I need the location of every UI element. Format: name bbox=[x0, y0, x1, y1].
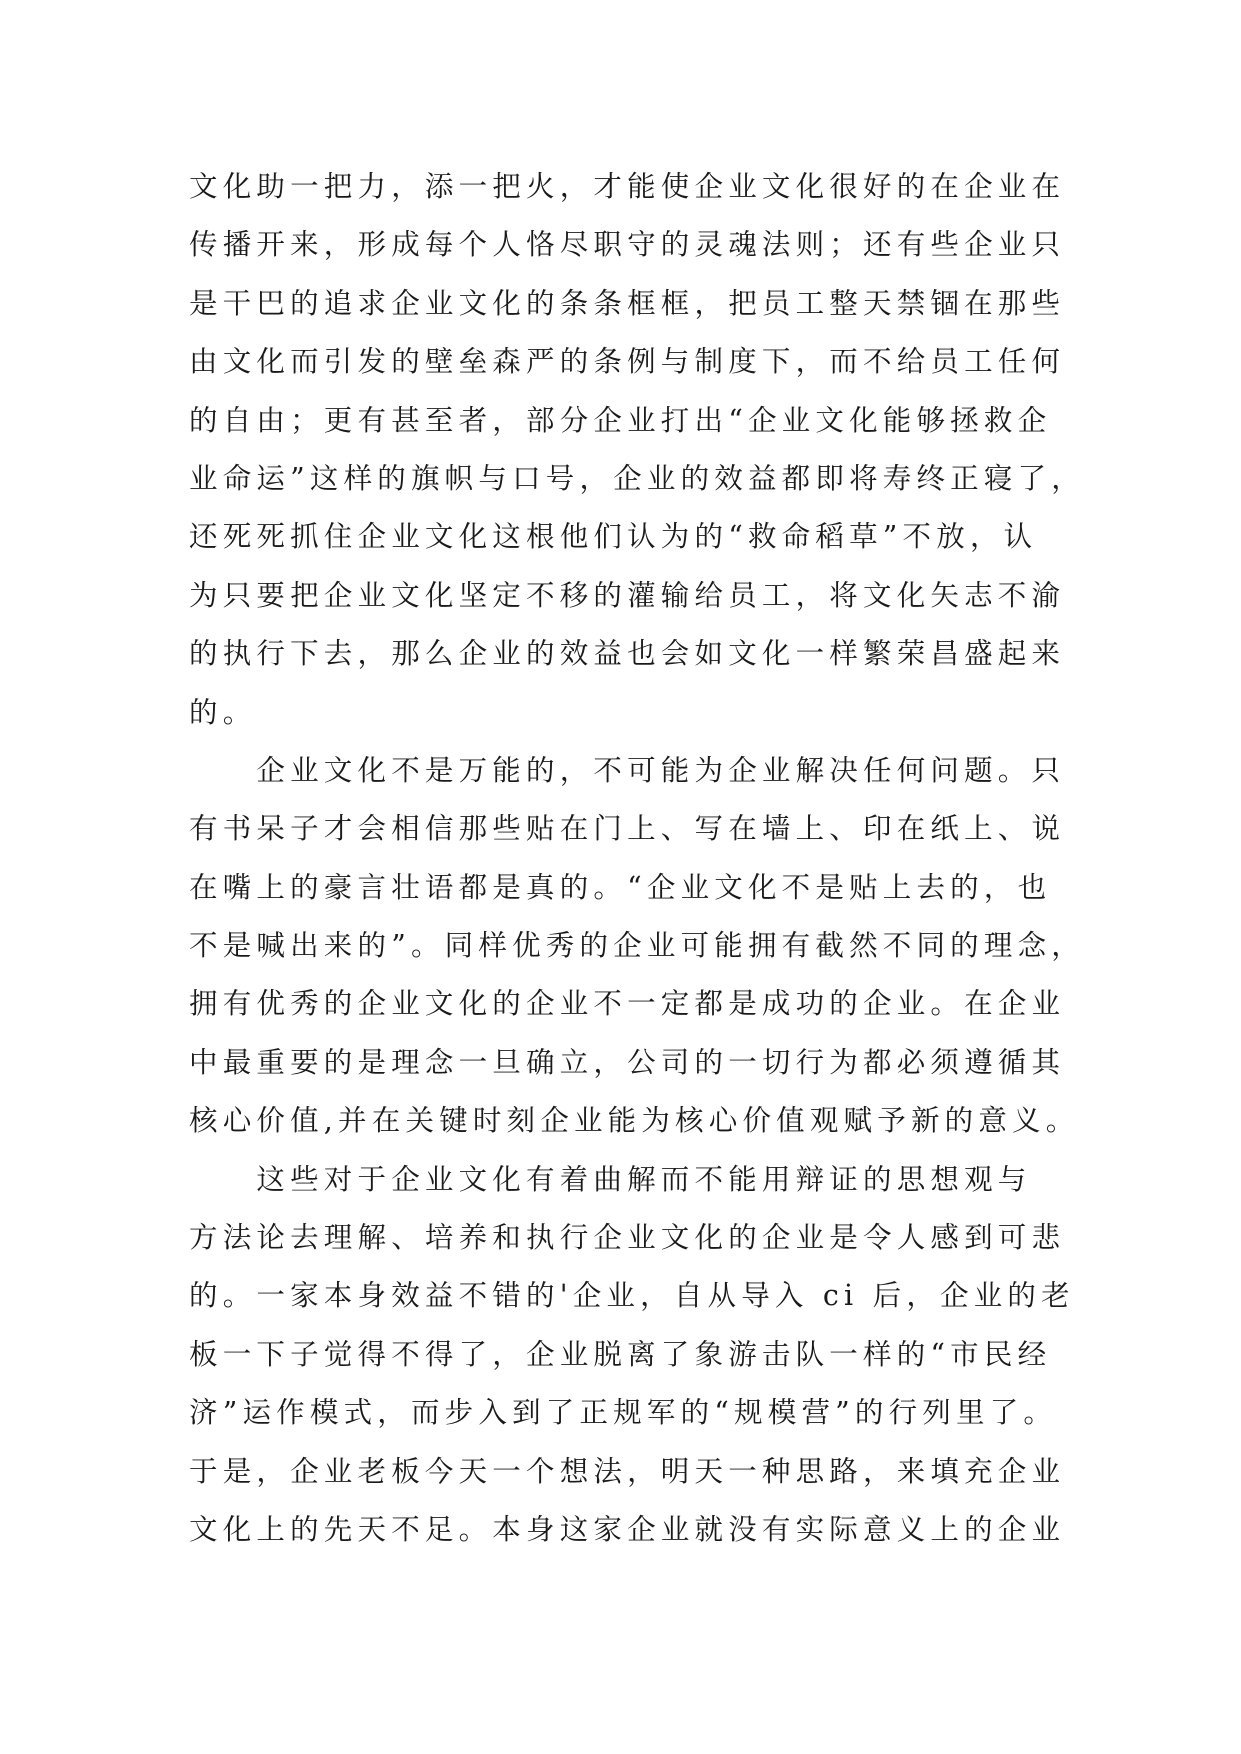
text-line: 传播开来，形成每个人恪尽职守的灵魂法则；还有些企业只 bbox=[189, 228, 1066, 262]
body-text bbox=[189, 158, 1085, 1559]
text-line: 是干巴的追求企业文化的条条框框，把员工整天禁锢在那些 bbox=[189, 286, 1066, 320]
text-line: 方法论去理解、培养和执行企业文化的企业是令人感到可悲 bbox=[189, 1221, 1066, 1255]
text-line: 于是，企业老板今天一个想法，明天一种思路，来填充企业 bbox=[189, 1454, 1066, 1488]
text-line: 这些对于企业文化有着曲解而不能用辩证的思想观与 bbox=[189, 1162, 1032, 1196]
text-line: 核心价值,并在关键时刻企业能为核心价值观赋予新的意义。 bbox=[189, 1104, 1080, 1138]
text-line: 的执行下去，那么企业的效益也会如文化一样繁荣昌盛起来 bbox=[189, 637, 1066, 671]
text-line: 在嘴上的豪言壮语都是真的。“企业文化不是贴上去的，也 bbox=[189, 870, 1052, 904]
text-line: 文化上的先天不足。本身这家企业就没有实际意义上的企业 bbox=[189, 1512, 1066, 1546]
text-line: 板一下子觉得不得了，企业脱离了象游击队一样的“市民经 bbox=[189, 1337, 1052, 1371]
text-line: 的。 bbox=[189, 695, 257, 729]
text-line: 为只要把企业文化坚定不移的灌输给员工，将文化矢志不渝 bbox=[189, 578, 1066, 612]
text-line: 企业文化不是万能的，不可能为企业解决任何问题。只 bbox=[189, 753, 1066, 787]
text-line: 有书呆子才会相信那些贴在门上、写在墙上、印在纸上、说 bbox=[189, 812, 1066, 846]
text-line: 不是喊出来的”。同样优秀的企业可能拥有截然不同的理念， bbox=[189, 929, 1085, 963]
text-line: 济”运作模式，而步入到了正规军的“规模营”的行列里了。 bbox=[189, 1396, 1058, 1430]
text-line: 的。一家本身效益不错的'企业，自从导入 ci 后，企业的老 bbox=[189, 1279, 1075, 1313]
text-line: 还死死抓住企业文化这根他们认为的“救命稻草”不放，认 bbox=[189, 520, 1038, 554]
text-line: 由文化而引发的壁垒森严的条例与制度下，而不给员工任何 bbox=[189, 345, 1066, 379]
text-line: 业命运”这样的旗帜与口号，企业的效益都即将寿终正寝了， bbox=[189, 461, 1085, 495]
text-line: 拥有优秀的企业文化的企业不一定都是成功的企业。在企业 bbox=[189, 987, 1066, 1021]
text-line: 中最重要的是理念一旦确立，公司的一切行为都必须遵循其 bbox=[189, 1045, 1066, 1079]
text-line: 的自由；更有甚至者，部分企业打出“企业文化能够拯救企 bbox=[189, 403, 1052, 437]
text-line: 文化助一把力，添一把火，才能使企业文化很好的在企业在 bbox=[189, 170, 1066, 203]
